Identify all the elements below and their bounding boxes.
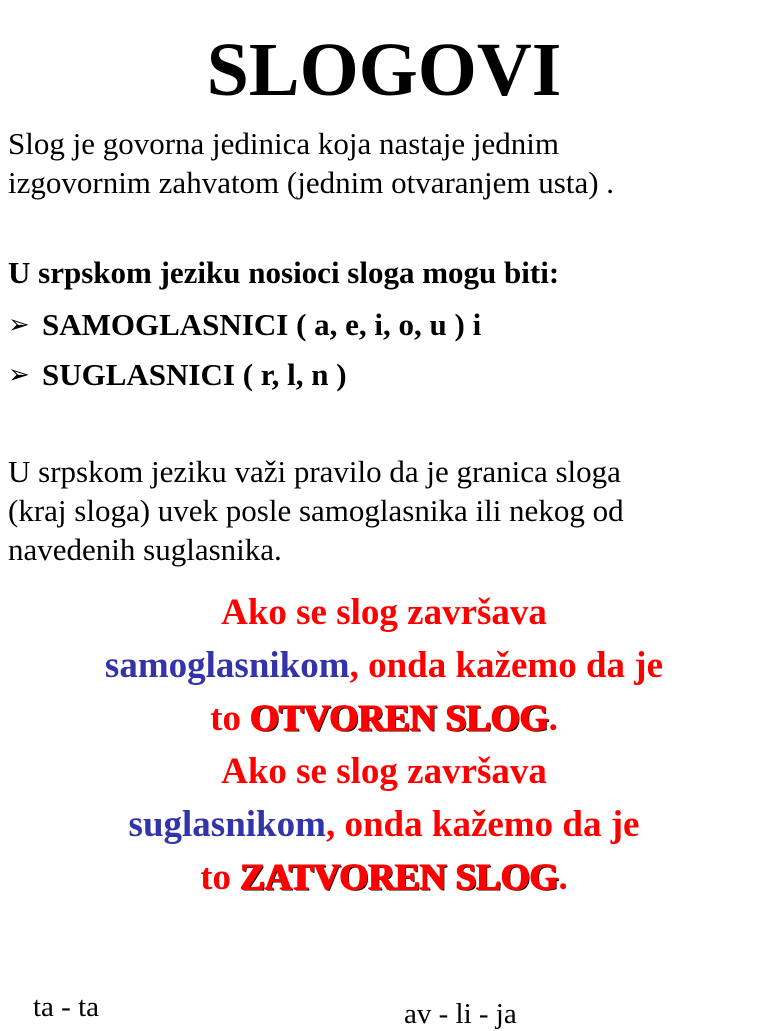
list-item [8,300,481,350]
boundary-paragraph [8,452,748,569]
open-rule-line-1: Ako se slog završava [221,592,547,633]
open-rule-line-2 [0,639,768,692]
closed-rule-line-2 [0,798,768,851]
page-title: SLOGOVI [206,28,562,112]
example-right: av - li - ja [404,998,517,1030]
definition-paragraph [8,124,748,202]
closed-rule-line-1: Ako se slog završava [221,751,547,792]
open-rule-line-2-rest: , onda kažemo da je [349,645,664,686]
syllable-rules [0,586,768,904]
boundary-line-1: U srpskom jeziku važi pravilo da je granica sloga [8,454,621,489]
closed-rule-prefix: to [200,857,241,898]
open-syllable-term: OTVOREN SLOG [250,698,549,739]
definition-line-2: izgovornim zahvatom (jednim otvaranjem usta) . [8,165,615,200]
carriers-list [8,300,481,400]
list-item-label: SAMOGLASNICI ( a, e, i, o, u ) i [42,307,482,342]
open-rule-prefix: to [210,698,251,739]
definition-line-1: Slog je govorna jedinica koja nastaje jednim [8,126,559,161]
closed-syllable-term: ZATVOREN SLOG [240,857,559,898]
closed-rule-keyword: suglasnikom [128,804,326,845]
arrow-bullet-icon: ➢ [8,310,30,340]
closed-rule-line-3 [0,851,768,904]
carriers-lead: U srpskom jeziku nosioci sloga mogu biti: [8,255,560,290]
open-rule-suffix: . [548,698,558,739]
boundary-line-3: navedenih suglasnika. [8,532,282,567]
list-item [8,350,481,400]
list-item-label: SUGLASNICI ( r, l, n ) [42,357,347,392]
closed-rule-suffix: . [558,857,568,898]
closed-rule-line-2-rest: , onda kažemo da je [325,804,640,845]
arrow-bullet-icon: ➢ [8,360,30,390]
open-rule-keyword: samoglasnikom [104,645,350,686]
boundary-line-2: (kraj sloga) uvek posle samoglasnika ili nekog od [8,493,624,528]
open-rule-line-3 [0,692,768,745]
example-left: ta - ta [33,991,100,1023]
